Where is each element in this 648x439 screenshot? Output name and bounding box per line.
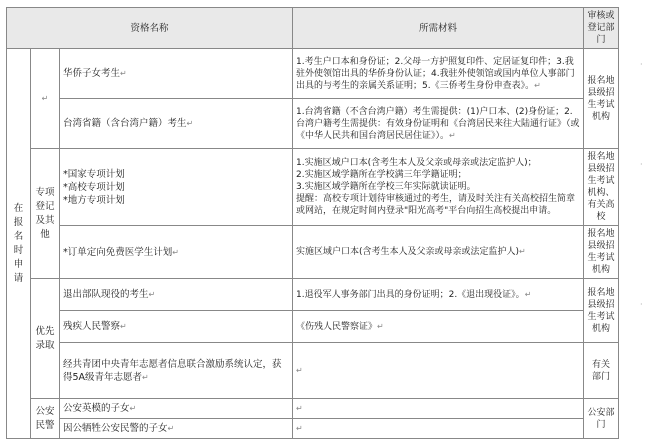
qualification-table [6,7,619,439]
edge-dot: · [640,160,643,169]
table-header-row [7,8,619,49]
materials-cell: ↵ [293,419,584,439]
materials-cell: 1.退役军人事务部门出具的身份证明；2.《退出现役证》。↵ [293,279,584,311]
header-qualification: 资格名称 [7,8,293,49]
qualification-name: 经共青团中央青年志愿者信息联合激励系统认定，获得5A级青年志愿者↵ [60,343,293,399]
materials-cell: 实施区域户口本(含考生本人及父亲或母亲或法定监护人)↵ [293,226,584,279]
materials-cell: ↵ [293,399,584,419]
table-row [7,311,619,343]
department-cell: 报名地县级招生考试机构、有关高校 [584,149,619,226]
department-cell: 报名地县级招生考试机构 [584,279,619,343]
materials-cell: ↵ [293,343,584,399]
group-label-special: 专项登记及其他 [31,149,60,279]
department-cell: 报名地县级招生考试机构 [584,226,619,279]
table-row [7,49,619,99]
table-row [7,149,619,226]
materials-cell: 1.实施区域户口本(含考生本人及父亲或母亲或法定监护人)； 2.实施区域学籍所在学校满三年学籍证明； 3.实施区域学籍所在学校三年实际就读证明。 提醒：高校专项计划待审核通过的考生，请及时关注有关高校招生简章或网站，在规定时间内登录"阳光高考"平台向招生高校提出申请。 [293,149,584,226]
qualification-name: 公安英模的子女↵ [60,399,293,419]
header-department: 审核或登记部门 [584,8,619,49]
header-materials: 所需材料 [293,8,584,49]
table-row [7,343,619,399]
section-label-police: 公安民警 [31,399,60,439]
qualification-name: *国家专项计划 *高校专项计划 *地方专项计划 [60,149,293,226]
section-label-main: 在报名时申请 [7,49,31,439]
department-cell: 公安部门 [584,399,619,439]
materials-cell: 1.考生户口本和身份证；2.父母一方护照复印件、定居证复印件；3.我驻外使领馆出具的华侨身份认证；4.我驻外使领馆或国内单位人事部门出具的与考生的亲属关系证明；5.《三侨考生身份申查表》。↵ [293,49,584,99]
table-row [7,279,619,311]
materials-cell: 《伤残人民警察证》↵ [293,311,584,343]
qualification-name: *订单定向免费医学生计划↵ [60,226,293,279]
qualification-name: 因公牺牲公安民警的子女↵ [60,419,293,439]
qualification-name: 台湾省籍（含台湾户籍）考生↵ [60,99,293,149]
edge-dot: · [640,300,643,309]
table-row [7,99,619,149]
group-label-priority: 优先录取 [31,279,60,399]
materials-cell: 1.台湾省籍（不含台湾户籍）考生需提供：(1)户口本、(2)身份证；2.台湾户籍考生需提供：有效身份证明和《台湾居民来往大陆通行证》（或《中华人民共和国台湾居民居住证》）。↵ [293,99,584,149]
qualification-name: 退出部队现役的考生↵ [60,279,293,311]
department-cell: 报名地县级招生考试机构 [584,49,619,149]
department-cell: 有关部门 [584,343,619,399]
para-mark-cell: ↵ [31,49,60,149]
edge-dot: · [640,60,643,69]
qualification-name: 华侨子女考生↵ [60,49,293,99]
table-row [7,399,619,419]
qualification-name: 残疾人民警察↵ [60,311,293,343]
table-row [7,226,619,279]
